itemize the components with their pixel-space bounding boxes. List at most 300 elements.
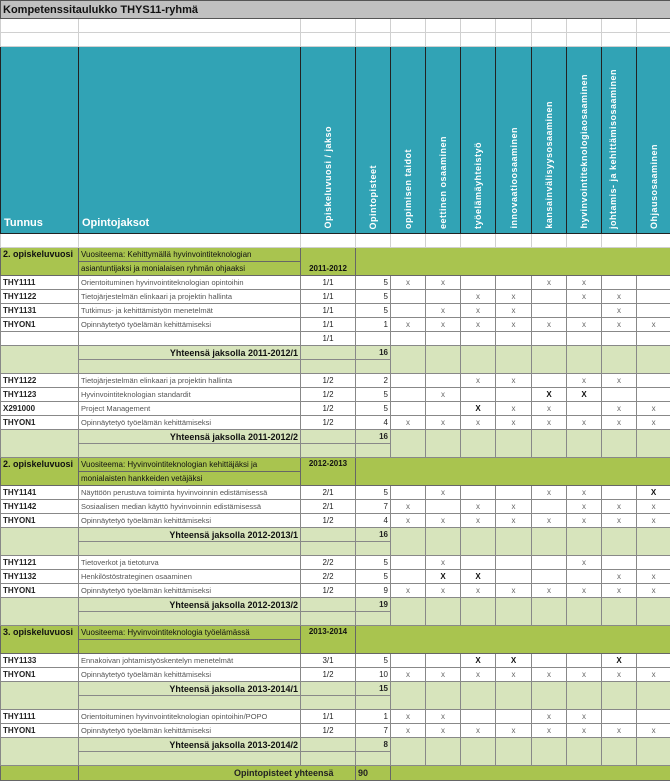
empty-cell	[496, 528, 532, 556]
competency-mark: x	[496, 402, 532, 416]
course-row	[1, 724, 670, 738]
year-theme: Vuositeema: Hyvinvointiteknologian kehittäjäksi ja	[79, 458, 301, 472]
competency-mark: x	[567, 374, 602, 388]
competency-mark: X	[532, 388, 567, 402]
competency-mark: x	[602, 514, 637, 528]
competency-mark	[532, 332, 567, 346]
competency-mark	[391, 402, 426, 416]
period-total-row	[1, 346, 670, 360]
competency-mark	[637, 388, 670, 402]
title-row	[1, 1, 670, 19]
competency-mark: X	[567, 388, 602, 402]
header-opintojaksot: Opintojaksot	[79, 47, 301, 234]
empty-cell	[301, 430, 356, 444]
competency-mark: x	[602, 570, 637, 584]
competency-mark: x	[532, 486, 567, 500]
competency-mark	[426, 500, 461, 514]
competency-mark: x	[602, 318, 637, 332]
competency-mark: x	[496, 724, 532, 738]
competency-mark: x	[426, 318, 461, 332]
competency-mark: x	[602, 724, 637, 738]
course-row	[1, 556, 670, 570]
competency-mark: x	[426, 668, 461, 682]
competency-mark: x	[602, 304, 637, 318]
competency-mark: x	[567, 514, 602, 528]
course-code: THYON1	[1, 318, 79, 332]
competency-mark	[496, 276, 532, 290]
course-name: Opinnäytetyö työelämän kehittämiseksi	[79, 724, 301, 738]
period-total-credits: 19	[356, 598, 391, 612]
competency-mark: X	[602, 654, 637, 668]
competency-mark: x	[567, 556, 602, 570]
course-code: THYON1	[1, 416, 79, 430]
competency-mark	[567, 304, 602, 318]
competency-mark: x	[426, 276, 461, 290]
course-row	[1, 514, 670, 528]
competency-mark	[391, 332, 426, 346]
course-period: 1/2	[301, 388, 356, 402]
competency-mark	[391, 290, 426, 304]
period-total-row	[1, 598, 670, 612]
course-row	[1, 388, 670, 402]
competency-mark	[532, 570, 567, 584]
competency-mark: x	[567, 276, 602, 290]
year-range: 2012-2013	[301, 458, 356, 486]
course-code: THY1111	[1, 710, 79, 724]
sheet-title: Kompetenssitaulukko THYS11-ryhmä	[1, 1, 670, 19]
empty-cell	[391, 682, 426, 710]
study-year: 2. opiskeluvuosi	[1, 458, 79, 486]
competency-mark: x	[426, 304, 461, 318]
competency-mark	[567, 654, 602, 668]
section-header-row	[1, 458, 670, 472]
competency-mark	[391, 486, 426, 500]
empty-cell	[567, 738, 602, 766]
section-fill	[356, 626, 670, 654]
empty-cell	[391, 766, 670, 781]
empty-cell	[496, 682, 532, 710]
course-credits: 5	[356, 402, 391, 416]
course-code: THYON1	[1, 724, 79, 738]
course-code: THYON1	[1, 514, 79, 528]
period-total-label: Yhteensä jaksolla 2013-2014/2	[79, 738, 301, 752]
competency-mark: x	[532, 318, 567, 332]
course-row	[1, 570, 670, 584]
competency-mark	[461, 388, 496, 402]
competency-mark: x	[602, 500, 637, 514]
course-credits: 1	[356, 318, 391, 332]
empty-cell	[426, 430, 461, 458]
header-competency	[532, 47, 567, 234]
course-credits: 5	[356, 556, 391, 570]
empty-cell	[79, 752, 301, 766]
empty-cell	[1, 598, 79, 626]
course-code	[1, 332, 79, 346]
empty-cell	[1, 682, 79, 710]
grand-total-credits: 90	[356, 766, 391, 781]
course-name: Henkilöstöstrateginen osaaminen	[79, 570, 301, 584]
course-credits: 4	[356, 416, 391, 430]
competency-mark: x	[426, 710, 461, 724]
empty-cell	[79, 612, 301, 626]
course-period: 1/1	[301, 318, 356, 332]
competency-mark	[637, 654, 670, 668]
grand-total-label: Opintopisteet yhteensä	[79, 766, 356, 781]
competency-mark	[426, 332, 461, 346]
empty-cell	[637, 682, 670, 710]
section-fill	[356, 248, 670, 276]
course-name: Orientoituminen hyvinvointiteknologian opintoihin/POPO	[79, 710, 301, 724]
empty-cell	[1, 430, 79, 458]
competency-mark: x	[391, 710, 426, 724]
course-row	[1, 318, 670, 332]
competency-mark: x	[567, 290, 602, 304]
competency-mark: x	[637, 416, 670, 430]
course-row	[1, 500, 670, 514]
competency-mark: x	[391, 416, 426, 430]
course-name: Ennakoivan johtamistyöskentelyn menetelmät	[79, 654, 301, 668]
course-period: 1/2	[301, 402, 356, 416]
competency-mark: X	[496, 654, 532, 668]
empty-cell	[1, 738, 79, 766]
course-name: Sosiaalisen median käyttö hyvinvoinnin edistämisessä	[79, 500, 301, 514]
year-theme-cont	[79, 640, 301, 654]
empty-cell	[567, 598, 602, 626]
empty-cell	[301, 752, 356, 766]
competency-mark: x	[461, 500, 496, 514]
course-credits: 5	[356, 276, 391, 290]
course-row	[1, 416, 670, 430]
empty-cell	[301, 444, 356, 458]
course-code: THY1133	[1, 654, 79, 668]
course-period: 1/2	[301, 584, 356, 598]
competency-mark	[496, 556, 532, 570]
empty-cell	[1, 766, 79, 781]
competency-mark	[426, 402, 461, 416]
competency-mark	[602, 388, 637, 402]
competency-mark: x	[532, 276, 567, 290]
period-total-label: Yhteensä jaksolla 2011-2012/1	[79, 346, 301, 360]
competency-mark	[602, 276, 637, 290]
competency-mark	[426, 374, 461, 388]
competency-mark: x	[496, 290, 532, 304]
competency-mark	[532, 290, 567, 304]
empty-cell	[637, 234, 670, 248]
competency-mark: x	[637, 570, 670, 584]
course-credits: 7	[356, 500, 391, 514]
empty-cell	[602, 598, 637, 626]
course-name: Opinnäytetyö työelämän kehittämiseksi	[79, 318, 301, 332]
course-row	[1, 402, 670, 416]
empty-cell	[356, 696, 391, 710]
course-code: THY1122	[1, 290, 79, 304]
competency-mark: x	[567, 486, 602, 500]
competency-mark: x	[496, 514, 532, 528]
period-total-credits: 16	[356, 430, 391, 444]
empty-cell	[391, 598, 426, 626]
course-row	[1, 304, 670, 318]
competency-mark	[532, 304, 567, 318]
header-competency	[461, 47, 496, 234]
empty-cell	[391, 528, 426, 556]
course-credits: 5	[356, 486, 391, 500]
competency-mark: x	[391, 724, 426, 738]
empty-cell	[637, 430, 670, 458]
course-name: Hyvinvointiteknologian standardit	[79, 388, 301, 402]
competency-mark: x	[637, 584, 670, 598]
empty-cell	[567, 528, 602, 556]
empty-row	[1, 33, 670, 47]
competency-mark: x	[426, 514, 461, 528]
course-code: THY1121	[1, 556, 79, 570]
course-credits: 5	[356, 570, 391, 584]
competency-mark: x	[567, 724, 602, 738]
course-period: 1/2	[301, 668, 356, 682]
course-credits: 9	[356, 584, 391, 598]
competency-mark	[637, 290, 670, 304]
competency-mark: x	[461, 304, 496, 318]
competency-mark: x	[391, 584, 426, 598]
empty-cell	[496, 598, 532, 626]
empty-cell	[391, 430, 426, 458]
period-total-label: Yhteensä jaksolla 2011-2012/2	[79, 430, 301, 444]
competency-mark: x	[461, 724, 496, 738]
course-name: Opinnäytetyö työelämän kehittämiseksi	[79, 416, 301, 430]
competency-mark: x	[461, 668, 496, 682]
empty-cell	[79, 360, 301, 374]
course-credits: 10	[356, 668, 391, 682]
empty-cell	[391, 346, 426, 374]
course-row	[1, 584, 670, 598]
competency-mark	[496, 570, 532, 584]
empty-cell	[391, 738, 426, 766]
competency-mark: x	[602, 584, 637, 598]
empty-cell	[637, 528, 670, 556]
course-period: 2/1	[301, 486, 356, 500]
course-row	[1, 332, 670, 346]
empty-cell	[301, 612, 356, 626]
competency-mark: x	[426, 486, 461, 500]
empty-cell	[567, 234, 602, 248]
empty-cell	[356, 234, 391, 248]
competency-mark	[567, 402, 602, 416]
course-code: THY1142	[1, 500, 79, 514]
competency-mark: x	[496, 668, 532, 682]
empty-cell	[301, 682, 356, 696]
competency-mark	[637, 710, 670, 724]
competency-mark: x	[461, 318, 496, 332]
competency-mark	[532, 654, 567, 668]
course-credits: 5	[356, 290, 391, 304]
competency-mark: x	[461, 514, 496, 528]
competency-mark: x	[391, 500, 426, 514]
grand-total-row	[1, 766, 670, 781]
course-period: 1/1	[301, 304, 356, 318]
year-theme: Vuositeema: Kehittymällä hyvinvointiteknologian	[79, 248, 301, 262]
header-competency	[637, 47, 670, 234]
competency-mark	[637, 556, 670, 570]
header-pisteet-label: Opintopisteet	[368, 161, 378, 234]
empty-cell	[356, 542, 391, 556]
competency-mark: x	[637, 318, 670, 332]
competency-label: kansainvälisyysosaaminen	[544, 97, 554, 233]
empty-cell	[461, 346, 496, 374]
competency-mark: x	[567, 500, 602, 514]
competency-mark: X	[461, 402, 496, 416]
empty-cell	[602, 528, 637, 556]
course-credits: 1	[356, 710, 391, 724]
study-year: 2. opiskeluvuosi	[1, 248, 79, 276]
course-name: Tietoverkot ja tietoturva	[79, 556, 301, 570]
competency-mark	[461, 332, 496, 346]
competency-mark: x	[532, 724, 567, 738]
empty-cell	[532, 598, 567, 626]
header-competency	[426, 47, 461, 234]
competency-mark	[391, 388, 426, 402]
competency-mark	[602, 486, 637, 500]
competency-mark: x	[602, 416, 637, 430]
competency-mark: x	[602, 290, 637, 304]
competency-mark	[461, 276, 496, 290]
empty-cell	[301, 346, 356, 360]
period-total-row	[1, 528, 670, 542]
empty-cell	[1, 234, 79, 248]
period-total-row	[1, 430, 670, 444]
header-competency	[496, 47, 532, 234]
course-name: Opinnäytetyö työelämän kehittämiseksi	[79, 584, 301, 598]
competency-mark: x	[496, 374, 532, 388]
competency-mark: x	[426, 556, 461, 570]
competency-mark: x	[496, 318, 532, 332]
competency-mark	[532, 556, 567, 570]
empty-cell	[496, 234, 532, 248]
competency-mark: X	[637, 486, 670, 500]
empty-cell	[602, 234, 637, 248]
empty-cell	[567, 430, 602, 458]
year-theme-cont: asiantuntijaksi ja monialaisen ryhmän ohjaaksi	[79, 262, 301, 276]
competency-mark	[496, 710, 532, 724]
empty-cell	[461, 598, 496, 626]
year-range: 2011-2012	[301, 248, 356, 276]
course-code: THY1111	[1, 276, 79, 290]
competency-label: hyvinvointiteknologiaosaaminen	[579, 70, 589, 233]
course-name: Orientoituminen hyvinvointiteknologian opintoihin	[79, 276, 301, 290]
competency-label: eettinen osaaminen	[438, 132, 448, 233]
empty-cell	[461, 682, 496, 710]
competency-mark	[496, 332, 532, 346]
competency-mark: x	[532, 710, 567, 724]
empty-cell	[637, 738, 670, 766]
empty-cell	[567, 682, 602, 710]
empty-cell	[301, 598, 356, 612]
competency-mark	[461, 556, 496, 570]
course-period: 1/1	[301, 290, 356, 304]
competency-mark: x	[637, 402, 670, 416]
competency-mark	[496, 486, 532, 500]
competency-mark: x	[637, 724, 670, 738]
empty-cell	[461, 430, 496, 458]
empty-cell	[356, 752, 391, 766]
course-name: Tietojärjestelmän elinkaari ja projektin hallinta	[79, 374, 301, 388]
competency-mark: x	[637, 500, 670, 514]
section-header-row	[1, 248, 670, 262]
competency-mark: x	[426, 416, 461, 430]
header-competency	[602, 47, 637, 234]
year-theme-cont: monialaisten hankkeiden vetäjäksi	[79, 472, 301, 486]
empty-cell	[426, 528, 461, 556]
course-code: THY1141	[1, 486, 79, 500]
competency-mark	[637, 276, 670, 290]
course-code: X291000	[1, 402, 79, 416]
course-credits: 5	[356, 654, 391, 668]
course-name: Opinnäytetyö työelämän kehittämiseksi	[79, 668, 301, 682]
competency-mark: x	[602, 374, 637, 388]
competency-label: johtamis- ja kehittämisosaaminen	[608, 65, 630, 233]
empty-cell	[496, 346, 532, 374]
empty-cell	[461, 234, 496, 248]
course-name: Tutkimus- ja kehittämistyön menetelmät	[79, 304, 301, 318]
competency-mark	[637, 332, 670, 346]
empty-cell	[532, 682, 567, 710]
competency-mark	[567, 570, 602, 584]
course-credits	[356, 332, 391, 346]
course-period: 1/2	[301, 416, 356, 430]
header-pisteet	[356, 47, 391, 234]
course-row	[1, 290, 670, 304]
competency-mark: x	[496, 304, 532, 318]
empty-cell	[301, 360, 356, 374]
course-code: THYON1	[1, 668, 79, 682]
course-name: Opinnäytetyö työelämän kehittämiseksi	[79, 514, 301, 528]
course-credits: 5	[356, 388, 391, 402]
period-total-label: Yhteensä jaksolla 2013-2014/1	[79, 682, 301, 696]
empty-row	[1, 19, 670, 33]
course-code: THY1122	[1, 374, 79, 388]
section-header-row	[1, 626, 670, 640]
empty-cell	[602, 430, 637, 458]
header-tunnus: Tunnus	[1, 47, 79, 234]
period-total-label: Yhteensä jaksolla 2012-2013/1	[79, 528, 301, 542]
competency-mark: x	[637, 514, 670, 528]
competency-mark: x	[461, 374, 496, 388]
competency-mark	[602, 710, 637, 724]
competency-mark: x	[391, 668, 426, 682]
competency-mark: x	[496, 416, 532, 430]
competency-mark	[391, 654, 426, 668]
competency-mark	[426, 290, 461, 304]
empty-cell	[461, 738, 496, 766]
competency-mark: x	[532, 402, 567, 416]
course-row	[1, 668, 670, 682]
empty-cell	[461, 528, 496, 556]
competency-mark: x	[391, 318, 426, 332]
course-period: 2/1	[301, 500, 356, 514]
course-period: 1/1	[301, 332, 356, 346]
competency-mark: x	[391, 514, 426, 528]
section-fill	[356, 458, 670, 486]
course-period: 2/2	[301, 570, 356, 584]
empty-cell	[496, 430, 532, 458]
empty-cell	[301, 696, 356, 710]
empty-cell	[1, 528, 79, 556]
competency-mark	[532, 500, 567, 514]
competency-mark: x	[567, 318, 602, 332]
course-code: THYON1	[1, 584, 79, 598]
competency-mark	[461, 710, 496, 724]
competency-mark: x	[602, 402, 637, 416]
competency-mark	[602, 556, 637, 570]
course-period: 2/2	[301, 556, 356, 570]
